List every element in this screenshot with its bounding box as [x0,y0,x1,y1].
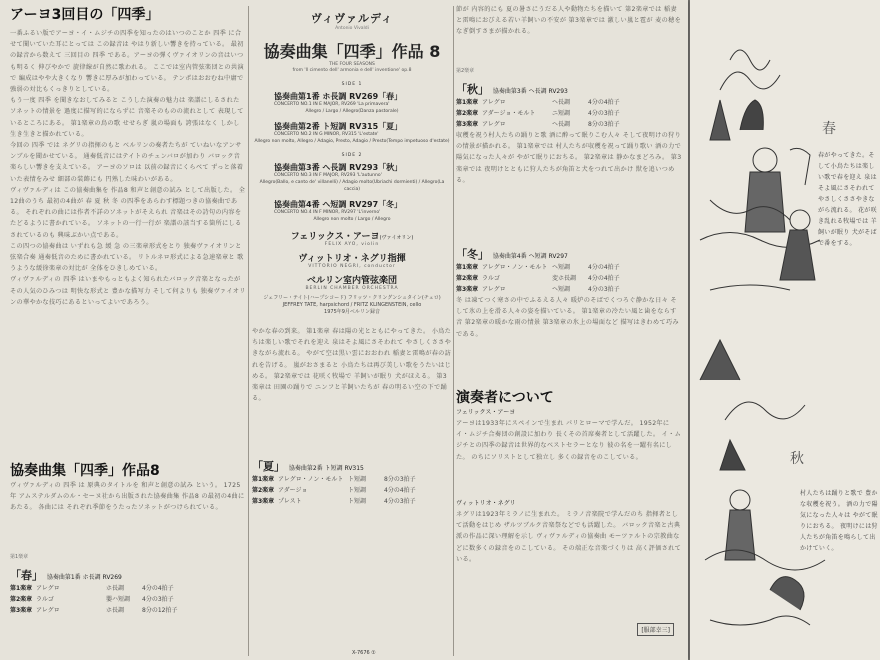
composer-name-en: Antonio Vivaldi [335,26,369,31]
movement-key: ヘ長調 [552,99,571,106]
concerto-2-title: 協奏曲第2番 ト短調 RV315「夏」 [274,122,403,131]
autumn-heading: 「秋」 協奏曲第3番 ヘ長調 RV293 [456,83,568,96]
movement-number: 第1楽章 [252,476,275,483]
movement-time: 4分の3拍子 [588,110,620,117]
continuo-credit-en: JEFFREY TATE, harpsichord / FRITZ KLINGENSTEIN, cello [282,302,422,308]
illustration-panel [690,0,880,660]
movement-key: 変ホ長調 [552,275,577,282]
subheading-small: 第2楽章 [456,68,475,74]
movement-row [252,496,452,507]
winter-movements [456,262,682,295]
concerto-1-movements: Allegro / Largo / Allegro(Danza pastorale) [305,109,399,114]
movement-tempo: アレグロ [482,286,506,293]
performer-2-name: ヴィットリオ・ネグリ [456,500,516,507]
movement-time: 4分の4拍子 [588,275,620,282]
album-title-en: THE FOUR SEASONS [329,62,375,67]
movement-tempo: アレグロ・ノン・モルト [278,476,344,483]
movement-row [456,262,682,273]
concerto-1-title: 協奏曲第1番 ホ長調 RV269「春」 [274,92,403,101]
concerto-3-title: 協奏曲第3番 ヘ長調 RV293「秋」 [274,163,403,172]
movement-tempo: ラルゴ [36,596,54,603]
movement-time: 4分の4拍子 [384,487,416,494]
movement-time: 4分の4拍子 [142,585,174,592]
movement-tempo: アダージョ [278,487,308,494]
recording-info: 1975年9月ベルリン録音 [324,309,380,315]
movement-key: ヘ短調 [552,286,571,293]
continuo-credit: ジェフリー・テイト(ハープシコード) フリッツ・クリングンシュタイン(チェロ) [263,295,441,301]
movement-row [456,273,682,284]
movement-number: 第3楽章 [252,498,275,505]
movement-time: 4分の3拍子 [384,498,416,505]
movement-time: 8分の3拍子 [588,121,620,128]
movement-number: 第3楽章 [456,286,479,293]
movement-key: ト短調 [348,498,367,505]
movement-number: 第2楽章 [456,110,479,117]
orchestra-credit: ベルリン室内管弦楽団 BERLIN CHAMBER ORCHESTRA [305,276,399,291]
movement-row [10,594,246,605]
album-title: 協奏曲集「四季」作品 8 [263,42,441,61]
right-column [456,0,682,660]
movement-key: 嬰ハ短調 [106,596,131,603]
concerto-1-title-en: CONCERTO NO.1 IN E MAJOR, RV269 'La primavera' [274,102,390,107]
concerto-2-title-en: CONCERTO NO.2 IN G MINOR, RV315 'L'estate' [274,132,379,137]
essay-text-right-top: 節が 内容的にも 夏の暑さにうだる人や動物たちを描いて 第2楽章では 稲妻と雷鳴におびえる若い羊飼いの不安が 第3楽章では 激しい嵐と雹が 麦の穂をなぎ倒すさまが描かれる。 [456,6,682,36]
page-number: X-7676 ① [352,650,376,656]
left-column [10,0,246,660]
movement-row [456,108,682,119]
movement-key: ヘ長調 [552,121,571,128]
column-divider [248,6,249,656]
summer-movements [252,474,452,507]
essay-text-autumn: 収穫を祝う村人たちの踊りと歌 酒に酔って眠りこむ人々 そして夜明けの狩りの情景が描かれる。 第1楽章では 村人たちが収穫を祝って踊り歌い 酒の力で陽気になった人々が やがて眠りにおちる。 第2楽章は 静かなまどろみ。 第3楽章では 夜明けとともに狩人たちが角笛と犬をつれて出かけ 獣を追いつめる。 [456,132,682,184]
section-title-four-seasons: 協奏曲集「四季」作品8 [10,463,160,479]
movement-time: 8分の12拍子 [142,607,178,614]
summer-heading: 「夏」 協奏曲第2番 ト短調 RV315 [252,460,364,473]
album-subtitle-en: from 'Il cimento dell' armonia e dell' inventione' op.8 [292,68,412,73]
essay-text-2: ヴィヴァルディの 四季 は 原典のタイトルを 和声と創意の試み という。 1725年 アムステルダムのル・セーヌ社から出版された協奏曲集 作品8 の最初の4曲にあたる。 各曲には それぞれ季節をうたったソネットがつけられている。 [10,482,245,512]
movement-number: 第1楽章 [456,264,479,271]
movement-row [456,284,682,295]
concerto-3-title-en: CONCERTO NO.3 IN F MAJOR, RV293 'L'autunno' [274,173,382,178]
movement-tempo: ラルゴ [482,275,500,282]
movement-row [456,97,682,108]
concerto-4-movements: Allegro non molto / Largo / Allegro [313,217,391,222]
spring-movements [10,583,246,616]
essay-text-center: やかな春の到来。 第1楽章 春は陽の光とともにやってきた。 小鳥たちは楽しい歌でそれを迎え 泉はそよ風にさそわれて やさしくささやきながら流れる。 やがて空は黒い雲におおわれ 稲妻と雷鳴が春の訪れを告げる。 嵐がおさまると 小鳥たちは再び美しい歌をうたいはじめる。 第2楽章では 花咲く牧場で 羊飼いが眠り 犬がほえる。 第3楽章は 田園の踊りで ニンフと羊飼いたちが 春の明るい空の下で踊る。 [252,328,452,403]
movement-time: 4分の3拍子 [142,596,174,603]
movement-tempo: アレグロ [482,121,506,128]
movement-number: 第3楽章 [10,607,33,614]
movement-row [456,119,682,130]
section-title-ayo: アーヨ3回目の「四季」 [10,7,160,23]
movement-time: 8分の3拍子 [384,476,416,483]
conductor-credit: ヴィットリオ・ネグリ指揮 VITTORIO NEGRI, conductor [298,254,406,269]
movement-key: ニ短調 [552,110,571,117]
column-divider [453,6,454,656]
essay-text-ayo: アーヨは1933年にスペインで生まれ パリとローマで学んだ。 1952年にイ・ムジチ合奏団の創設に加わり 長くその首席奏者として活躍した。 イ・ムジチとの四季の録音は世界的なベストセラーとなり 彼の名を一躍有名にした。 のちにソリストとして独立し 多くの録音をのこしている。 [456,420,682,461]
composer-name: ヴィヴァルディ [310,12,394,25]
movement-tempo: アレグロ [482,99,506,106]
movement-row [252,474,452,485]
movement-key: ト短調 [348,476,367,483]
movement-time: 4分の4拍子 [588,99,620,106]
concerto-3-movements: Allegro(Ballo, e canto de' villanelli) / Adagio molto(Ubriachi dormienti) / Allegro(La caccia) [259,180,445,192]
performers-heading: 演奏者について [456,390,554,406]
autumn-label: 秋 [790,451,804,467]
movement-key: ヘ短調 [552,264,571,271]
movement-number: 第1楽章 [10,585,33,592]
movement-tempo: アレグロ [36,607,60,614]
essay-text: 一番ふるい版でアーヨ・イ・ムジチの四季を知ったのはいつのことか 四季 に合せて聞いていた耳にとっては この録音は やはり新しい響きを持っている。 最初の録音から数えて 三回目の 四季 である。アーヨの弾くヴァイオリンの音はいつも明るく 伸びやかで 旋律線が自然に歌われる。 ここでは室内管弦楽団との共演で 編成はやや大きくなり 響きに厚みが加わっている。 テンポはおおむね中庸で 強弱の対比もくっきりとしている。 もう一度 四季 を聞きなおしてみると こうした演奏の魅力は 楽譜にしるされたソネットの情景を 過度に描写的にならずに 音楽そのものの流れとして 表現しているところにある。 第1楽章の鳥の歌 せせらぎ 嵐の場面も 誇張はなく しかし生き生きと描かれている。 今回の 四季 では ネグリの指揮のもと ベルリンの奏者たちが ていねいなアンサンブルを聞かせている。 通奏低音にはテイトのチェンバロが加わり バロック音楽らしい響きを支えている。 アーヨのソロは 以前の録音にくらべて ずっと落着いた表情をみせ 細部の装飾にも 円熟した味わいがある。 ヴィヴァルディは この協奏曲集を 作品8 和声と創意の試み として出版した。 全12曲のうち 最初の4曲が 春 夏 秋 冬 の四季をあらわす標題つきの協奏曲である。 それぞれの曲には作者不詳のソネットがそえられ 音楽はその詩句の内容をたどるように書かれている。 ソネットの一行一行が 楽譜の該当する箇所にしるされているのも 興味ぶかい点である。 この四つの協奏曲は いずれも急 緩 急 の三楽章形式をとり 独奏ヴァイオリンと弦楽合奏 通奏低音のために書かれている。 リトルネロ形式による急速楽章と 歌うような緩徐楽章の対比が 全体をひきしめている。 ヴィヴァルディの 四季 はいまやもっともよく知られたバロック音楽となったが その人気のひみつは 明快な形式と 豊かな描写力 そして何よりも 独奏ヴァイオリンの華やかな技巧にあるといってよいであろう。 [10,30,246,306]
spring-heading: 「春」 協奏曲第1番 ホ長調 RV269 [10,569,122,582]
author-credit: [服部幸三] [637,623,674,636]
movement-row [10,605,246,616]
movement-number: 第2楽章 [456,275,479,282]
movement-row [252,485,452,496]
movement-tempo: アレグロ [36,585,60,592]
movement-time: 4分の4拍子 [588,264,620,271]
movement-key: ホ長調 [106,607,125,614]
movement-tempo: プレスト [278,498,302,505]
movement-key: ト短調 [348,487,367,494]
movement-tempo: アレグロ・ノン・モルト [482,264,548,271]
soloist-credit: フェリックス・アーヨ(ヴァイオリン) FELIX AYO, violin [290,232,414,247]
autumn-sonnet-text: 村人たちは踊りと歌で 豊かな収穫を祝う。 酒の力で陽気になった人々は やがて眠りにおちる。 夜明けには狩人たちが角笛を鳴らして出かけていく。 [800,490,878,552]
spring-sonnet-text: 春がやってきた。そして小鳥たちは楽しい歌で春を迎え 泉はそよ風にさそわれて やさしくささやきながら流れる。 花が咲き乱れる牧場では 羊飼いが眠り 犬がそばで番をする。 [818,152,877,247]
side-1-label: SIDE 1 [341,82,363,87]
side-2-label: SIDE 2 [341,153,363,158]
movement-number: 第1楽章 [456,99,479,106]
concerto-4-title-en: CONCERTO NO.4 IN F MINOR, RV297 'L'inverno' [274,210,381,215]
movement-key: ホ長調 [106,585,125,592]
movement-tempo: アダージョ・モルト [482,110,536,117]
performer-1-name: フェリックス・アーヨ [456,409,516,416]
movement-row [10,583,246,594]
concerto-2-movements: Allegro non molto, Allegro / Adagio, Presto, Adagio / Presto(Tempo impetuoso d'estate) [254,139,450,144]
movement-time: 4分の3拍子 [588,286,620,293]
movement-number: 第2楽章 [252,487,275,494]
winter-heading: 「冬」 協奏曲第4番 ヘ短調 RV297 [456,248,568,261]
spring-label: 春 [822,121,836,137]
concerto-4-title: 協奏曲第4番 ヘ短調 RV297「冬」 [274,200,403,209]
subheading-small: 第1楽章 [10,554,29,560]
essay-text-negri: ネグリは1923年ミラノに生まれた。 ミラノ音楽院で学んだのち 指揮者として活動をはじめ ザルツブルク音楽祭などでも活躍した。 バロック音楽と古典派の作品に深い理解を示し ヴィヴァルディの協奏曲 モーツァルトの宗教曲などに数多くの録音をのこしている。 その端正な音楽づくりは 高く評価されている。 [456,511,682,563]
movement-number: 第3楽章 [456,121,479,128]
autumn-movements [456,97,682,130]
essay-text-winter: 冬 は凍てつく寒さの中でふるえる人々 暖炉のそばでくつろぐ静かな日々 そして氷の上を滑る人々の姿を描いている。 第1楽章の冷たい風と歯をならす音 第2楽章の暖かな雨の情景 第3楽章の氷上の場面など 描写はきわめて巧みである。 [456,297,679,338]
center-column [252,0,452,660]
movement-number: 第2楽章 [10,596,33,603]
